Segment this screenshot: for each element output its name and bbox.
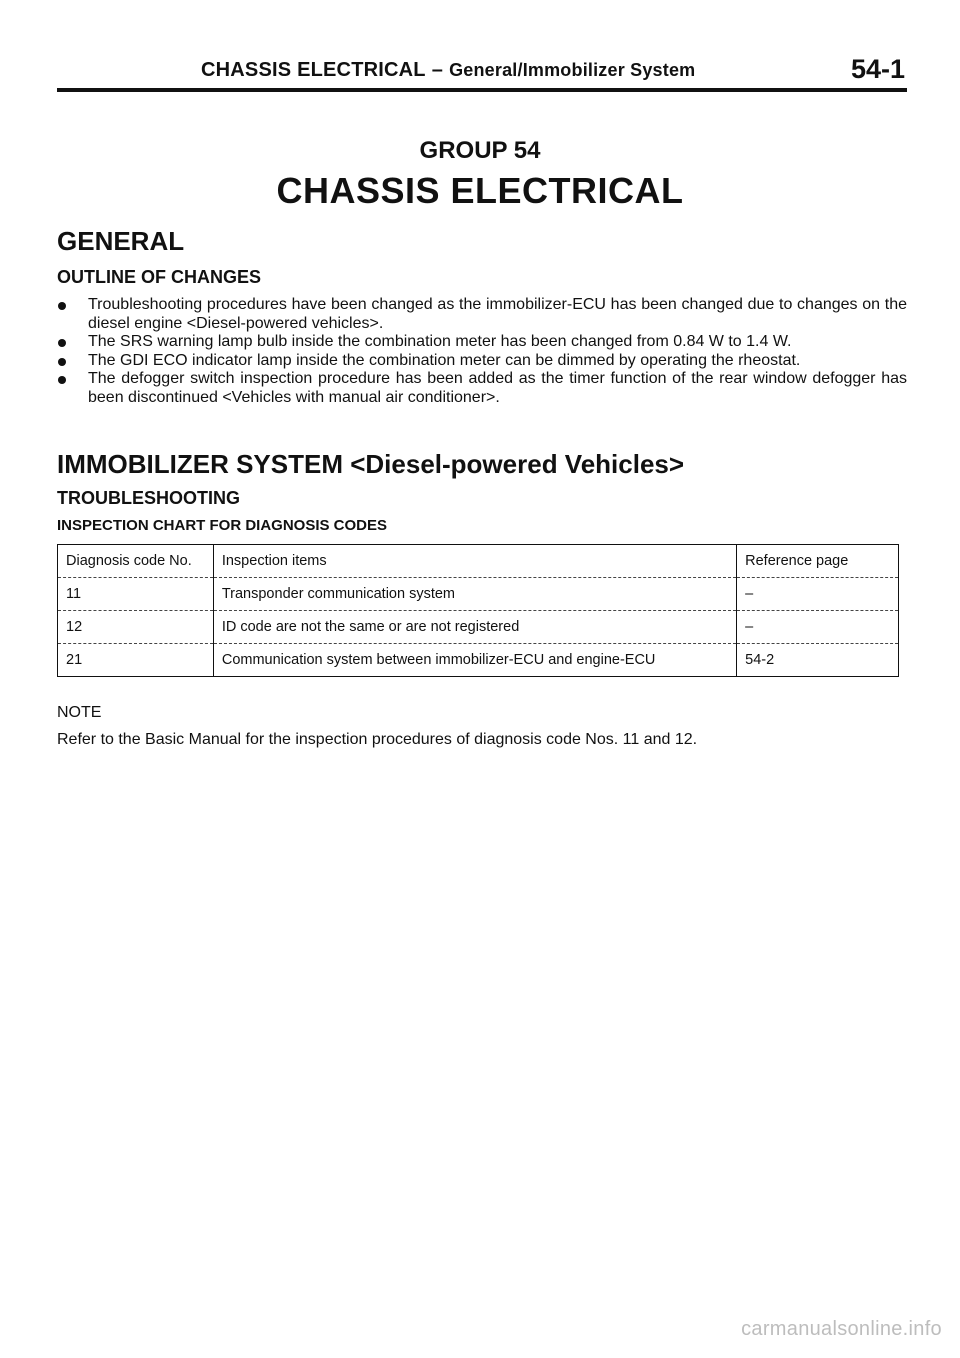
note-text: Refer to the Basic Manual for the inspection procedures of diagnosis code Nos. 11 and 12.: [57, 731, 698, 748]
bullet-icon: [58, 358, 66, 366]
table-row: [58, 644, 899, 677]
list-item-text: The SRS warning lamp bulb inside the combination meter has been changed from 0.84 W to 1.4 W.: [88, 333, 792, 350]
list-item-text: The defogger switch inspection procedure has been added as the timer function of the rear window defogger has been discontinued <Vehicles with manual air conditioner>.: [88, 370, 907, 406]
outline-list: [57, 296, 907, 407]
bullet-icon: [58, 302, 66, 310]
bullet-icon: [58, 376, 66, 384]
header-dash: –: [431, 59, 444, 81]
header-cell-reference: Reference page: [745, 553, 849, 569]
group-label: GROUP 54: [419, 137, 541, 164]
list-item-text: Troubleshooting procedures have been changed as the immobilizer-ECU has been changed due to changes on the diesel engine <Diesel-powered vehicles>.: [88, 296, 907, 332]
diagnosis-code-table: [57, 544, 899, 677]
note-label: NOTE: [57, 704, 102, 721]
table-row: [58, 578, 899, 611]
outline-heading: OUTLINE OF CHANGES: [57, 267, 262, 287]
cell-code: 11: [58, 578, 214, 611]
bullet-icon: [58, 339, 66, 347]
table-row: [58, 611, 899, 644]
list-item: [57, 352, 907, 371]
watermark: carmanualsonline.info: [741, 1318, 942, 1340]
cell-code: 12: [58, 611, 214, 644]
troubleshooting-heading: TROUBLESHOOTING: [57, 488, 240, 508]
cell-code: 21: [58, 644, 214, 677]
cell-reference: –: [745, 586, 754, 602]
general-heading: GENERAL: [57, 226, 185, 256]
header-cell-code: Diagnosis code No.: [58, 545, 214, 578]
cell-reference: –: [745, 619, 754, 635]
immobilizer-heading: IMMOBILIZER SYSTEM <Diesel-powered Vehicles>: [57, 449, 685, 479]
group-title: CHASSIS ELECTRICAL: [276, 170, 684, 211]
header-section-title: CHASSIS ELECTRICAL: [201, 59, 426, 81]
list-item: [57, 370, 907, 407]
cell-item: ID code are not the same or are not registered: [213, 611, 736, 644]
cell-item: Transponder communication system: [213, 578, 736, 611]
header-page-number: 54-1: [850, 54, 905, 84]
cell-item: Communication system between immobilizer-ECU and engine-ECU: [213, 644, 736, 677]
list-item: [57, 296, 907, 333]
header-subtitle: General/Immobilizer System: [449, 60, 696, 80]
list-item: [57, 333, 907, 352]
chart-heading: INSPECTION CHART FOR DIAGNOSIS CODES: [57, 517, 388, 534]
list-item-text: The GDI ECO indicator lamp inside the combination meter can be dimmed by operating the rheostat.: [88, 351, 801, 369]
header-title: [201, 59, 695, 82]
header-cell-items: Inspection items: [213, 545, 736, 578]
cell-reference: 54-2: [745, 652, 775, 668]
table-header-row: [58, 545, 899, 578]
page-header: [57, 52, 907, 92]
